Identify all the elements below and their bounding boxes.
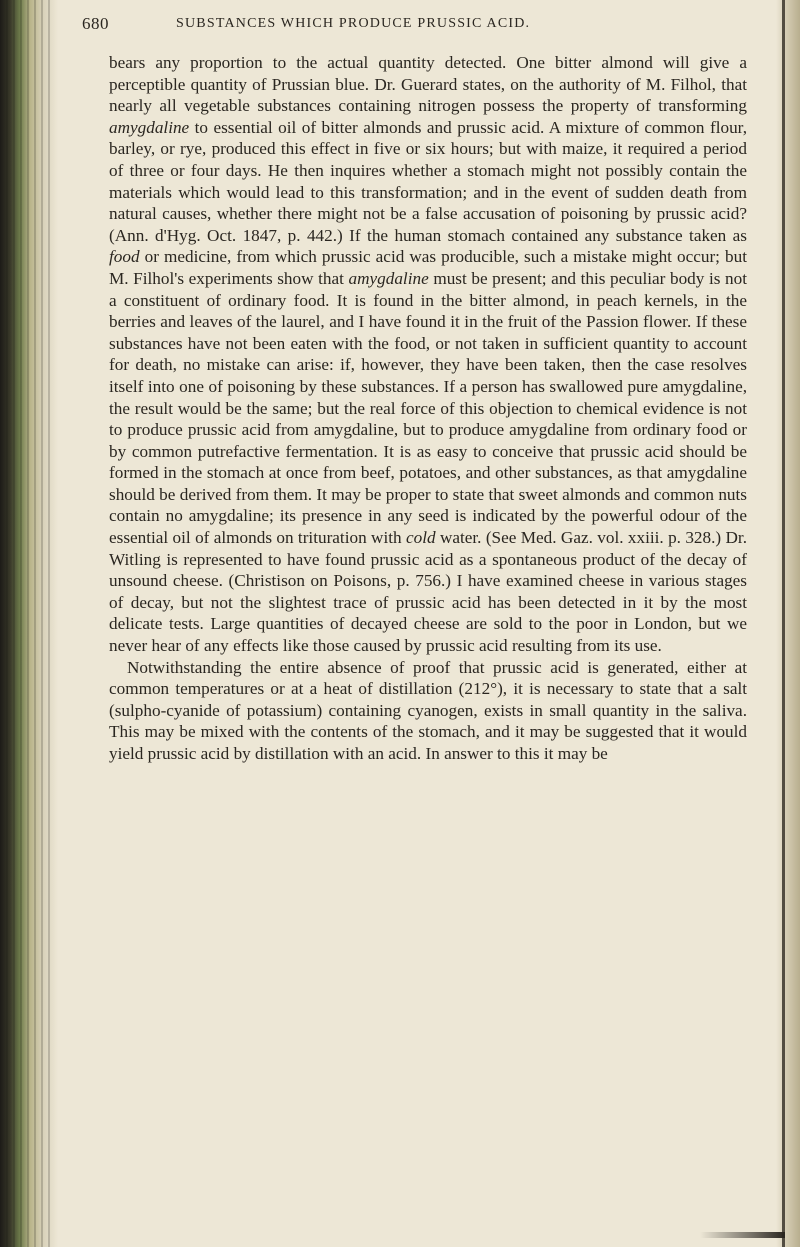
paragraph xyxy=(109,52,747,657)
italic-term: cold xyxy=(405,528,436,548)
running-head: SUBSTANCES WHICH PRODUCE PRUSSIC ACID. xyxy=(176,16,531,31)
page-corner-shadow xyxy=(700,1232,785,1238)
text-run: to essential oil of bitter almonds and prussic acid. A mixture of common flour, barley, or rye, produced this effect in five or six hours; but with maize, it required a period of three or four days. He then inquires whether a stomach might not possibly contain the materials which would lead to this transformation; and in the event of sudden death from natural causes, whether there might not be a false accusation of poisoning by prussic acid? (Ann. d'Hyg. Oct. 1847, p. 442.) If the human stomach contained any substance taken as xyxy=(109,117,747,245)
binding-texture xyxy=(6,0,50,1247)
text-run: or medicine, from which prussic acid was producible, such a mistake might occur; but M. Filhol's experiments show that xyxy=(109,247,747,288)
book-page xyxy=(82,14,752,765)
paragraph: Notwithstanding the entire absence of proof that prussic acid is generated, either at common temperatures or at a heat of distillation (212°), it is necessary to state that a salt (sulpho-cyanide of potassium) containing cyanogen, exists in small quantity in the saliva. This may be mixed with the contents of the stomach, and it may be suggested that it would yield prussic acid by distillation with an acid. In answer to this it may be xyxy=(109,657,747,763)
page-gutter-line xyxy=(782,0,785,1247)
text-run: water. (See Med. Gaz. vol. xxiii. p. 328.) Dr. Witling is represented to have found prussic acid as a spontaneous product of the decay of unsound cheese. (Christison on Poisons, p. 756.) I have examined cheese in various stages of decay, but not the slightest trace of prussic acid has been detected in it by the most delicate tests. Large quantities of decayed cheese are sold to the poor in London, but we never hear of any effects like those caused by prussic acid resulting from its use. xyxy=(109,528,747,656)
facing-page-edge xyxy=(776,0,800,1247)
page-header xyxy=(82,14,752,42)
italic-term: amygdaline xyxy=(109,117,190,137)
page-number: 680 xyxy=(82,14,109,33)
text-run: must be present; and this peculiar body is not a constituent of ordinary food. It is found in the bitter almond, in peach kernels, in the berries and leaves of the laurel, and I have found it in the fruit of the Passion flower. If these substances have not been eaten with the food, or not taken in sufficient quantity to account for death, no mistake can arise: if, however, they have been taken, then the case resolves itself into one of poisoning by these substances. If a person has swallowed pure amygdaline, the result would be the same; but the real force of this objection to chemical evidence is not to produce prussic acid from amygdaline, but to produce amygdaline from ordinary food or by common putrefactive fermentation. It is as easy to conceive that prussic acid should be formed in the stomach at once from beef, potatoes, and other substances, as that amygdaline should be derived from them. It may be proper to state that sweet almonds and common nuts contain no amygdaline; its presence in any seed is indicated by the powerful odour of the essential oil of almonds on trituration with xyxy=(109,268,747,548)
body-text xyxy=(109,52,747,765)
italic-term: amygdaline xyxy=(348,268,429,288)
text-run: bears any proportion to the actual quantity detected. One bitter almond will give a perceptible quantity of Prussian blue. Dr. Guerard states, on the authority of M. Filhol, that nearly all vegetable substances containing nitrogen possess the property of transforming xyxy=(109,53,747,116)
italic-term: food xyxy=(109,247,140,267)
